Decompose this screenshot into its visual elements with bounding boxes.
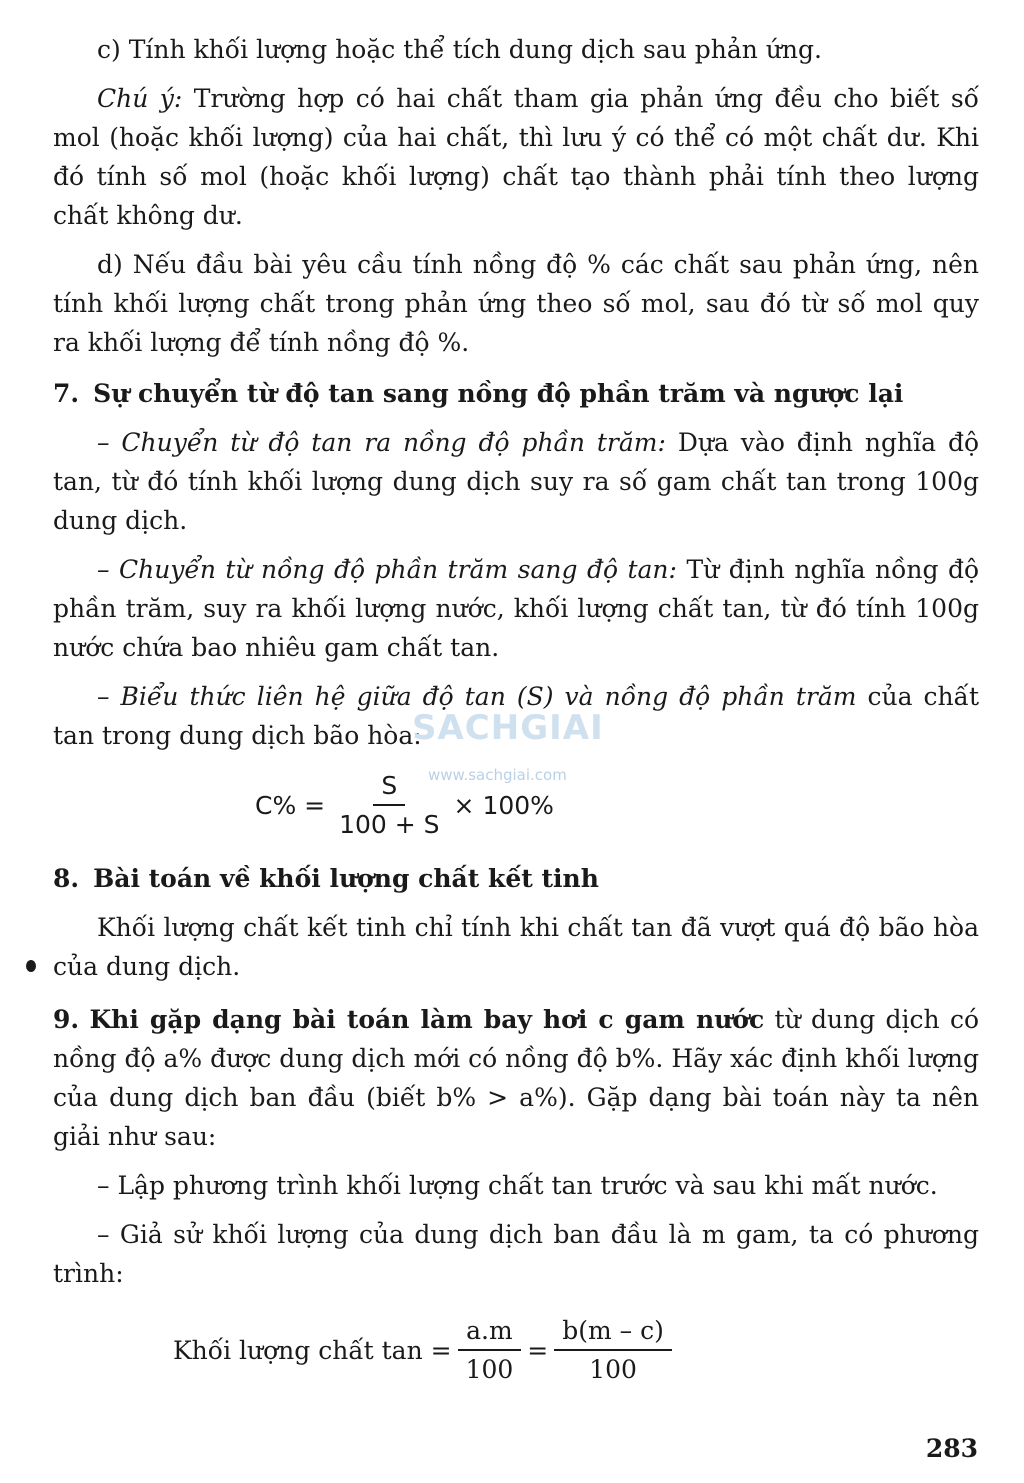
margin-ink-dot — [26, 960, 36, 972]
formula2-fraction-2 — [554, 1316, 672, 1384]
item-c: c) Tính khối lượng hoặc thể tích dung dịch sau phản ứng. — [97, 35, 822, 64]
page-content — [53, 30, 979, 1393]
formula-rhs: × 100% — [453, 790, 554, 820]
section-7-paragraph-3 — [53, 677, 979, 755]
section-8-heading — [53, 859, 979, 898]
formula2-fraction-1 — [458, 1316, 522, 1384]
formula2-lhs: Khối lượng chất tan = — [173, 1335, 452, 1365]
formula2-denominator-1: 100 — [465, 1355, 514, 1384]
section-7-p1-italic: – Chuyển từ độ tan ra nồng độ phần trăm: — [97, 428, 666, 457]
section-8-number: 8. — [53, 864, 80, 893]
section-7-heading — [53, 374, 979, 413]
section-9-bold: Khi gặp dạng bài toán làm bay hơi c gam nước — [89, 1005, 765, 1034]
watermark-url: www.sachgiai.com — [428, 766, 567, 784]
formula-fraction — [331, 771, 447, 839]
section-9-text: từ dung dịch có nồng độ a% được dung dịch mới có nồng độ b%. Hãy xác định khối lượng của dung dịch ban đầu (biết b% > a%). Gặp dạng bài toán này ta nên giải như sau: — [53, 1005, 979, 1151]
section-9-number: 9. — [53, 1005, 80, 1034]
formula-denominator: 100 + S — [339, 810, 440, 839]
section-9-bullet-2: – Giả sử khối lượng của dung dịch ban đầu là m gam, ta có phương trình: — [53, 1220, 979, 1288]
formula2-denominator-2: 100 — [589, 1355, 637, 1384]
formula2-numerator-2: b(m – c) — [554, 1316, 672, 1351]
section-7-number: 7. — [53, 379, 80, 408]
section-7-title: Sự chuyển từ độ tan sang nồng độ phần trăm và ngược lại — [93, 379, 904, 408]
note-label: Chú ý: — [97, 84, 183, 113]
section-9-paragraph — [53, 1000, 979, 1156]
formula-lhs: C% = — [255, 790, 326, 820]
note-paragraph — [53, 79, 979, 235]
section-8-text: Khối lượng chất kết tinh chỉ tính khi chất tan đã vượt quá độ bão hòa của dung dịch. — [53, 913, 979, 981]
section-7-p1-text: Dựa vào định nghĩa độ tan, từ đó tính khối lượng dung dịch suy ra số gam chất tan trong 100g dung dịch. — [53, 428, 979, 535]
concentration-formula — [255, 763, 979, 847]
section-7-p2-text: Từ định nghĩa nồng độ phần trăm, suy ra khối lượng nước, khối lượng chất tan, từ đó tính 100g nước chứa bao nhiêu gam chất tan. — [53, 555, 980, 662]
section-7-p2-italic: – Chuyển từ nồng độ phần trăm sang độ tan: — [97, 555, 677, 584]
section-9-bullet-1: – Lập phương trình khối lượng chất tan trước và sau khi mất nước. — [97, 1171, 938, 1200]
formula2-equals: = — [527, 1335, 549, 1365]
section-7-paragraph-2 — [53, 550, 979, 667]
section-7-p3-italic: – Biểu thức liên hệ giữa độ tan (S) và nồng độ phần trăm — [97, 682, 857, 711]
solute-mass-formula — [173, 1307, 979, 1393]
watermark-logo: SACHGIAI — [412, 708, 604, 748]
section-7-p3-text: của chất tan trong dung dịch bão hòa: — [53, 682, 980, 750]
note-text: Trường hợp có hai chất tham gia phản ứng đều cho biết số mol (hoặc khối lượng) của hai chất, thì lưu ý có thể có một chất dư. Khi đó tính số mol (hoặc khối lượng) chất tạo thành phải tính theo lượng chất không dư. — [53, 84, 979, 230]
section-8-title: Bài toán về khối lượng chất kết tinh — [93, 864, 599, 893]
formula-numerator: S — [373, 771, 405, 806]
section-7-paragraph-1 — [53, 423, 979, 540]
page-number: 283 — [925, 1434, 978, 1463]
item-d: d) Nếu đầu bài yêu cầu tính nồng độ % các chất sau phản ứng, nên tính khối lượng chất trong phản ứng theo số mol, sau đó từ số mol quy ra khối lượng để tính nồng độ %. — [53, 250, 979, 357]
formula2-numerator-1: a.m — [458, 1316, 521, 1351]
